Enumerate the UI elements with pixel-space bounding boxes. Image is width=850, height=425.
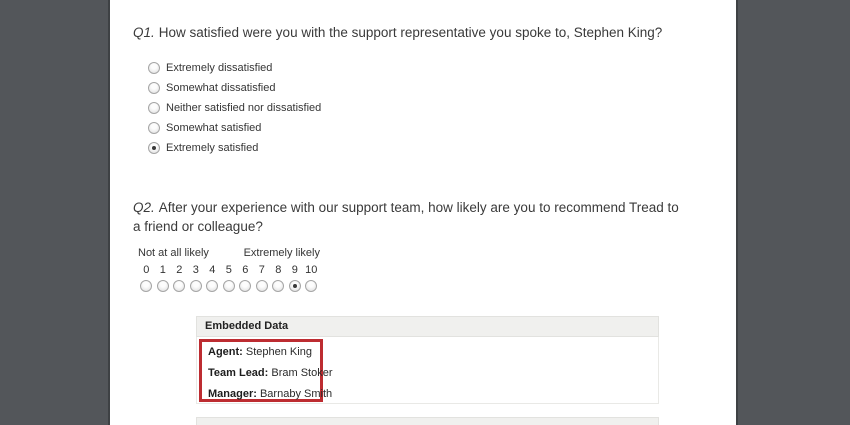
q2-text: After your experience with our support team, how likely are you to recommend Tread to a friend or colleague? (133, 200, 679, 234)
q2-scale-radio-4[interactable] (206, 280, 218, 292)
q1-option-extremely-dissatisfied[interactable] (148, 61, 321, 74)
q2-scale-number-0: 0 (143, 264, 150, 276)
radio-button[interactable] (148, 122, 160, 134)
radio-button[interactable] (148, 102, 160, 114)
q2-scale-anchor-labels (138, 247, 320, 259)
embedded-field-label: Manager: (208, 388, 257, 400)
q2-scale-left-label: Not at all likely (138, 247, 209, 259)
q2-scale-radio-2[interactable] (173, 280, 185, 292)
q1-option-label: Somewhat satisfied (166, 121, 262, 134)
embedded-field-agent (208, 347, 320, 358)
q2-scale-number-10: 10 (305, 264, 318, 276)
q2-scale-radio-6[interactable] (239, 280, 251, 292)
q1-option-label: Extremely satisfied (166, 141, 259, 154)
q2-scale-radio-0[interactable] (140, 280, 152, 292)
q2-scale-radio-row (138, 280, 320, 292)
q2-scale-radio-9-selected[interactable] (289, 280, 301, 292)
q2-scale-number-6: 6 (242, 264, 249, 276)
radio-button[interactable] (148, 62, 160, 74)
red-highlight-box (199, 339, 333, 402)
embedded-field-value: Bram Stoker (271, 367, 333, 379)
q1-option-somewhat-dissatisfied[interactable] (148, 81, 321, 94)
q2-scale-number-8: 8 (275, 264, 282, 276)
embedded-field-manager (208, 388, 333, 400)
radio-button-selected[interactable] (148, 142, 160, 154)
q1-option-label: Extremely dissatisfied (166, 61, 273, 74)
q2-scale-radio-10[interactable] (305, 280, 317, 292)
q2-question-text (133, 198, 681, 236)
embedded-field-value: Stephen King (245, 346, 312, 358)
embedded-field-label: Agent: (208, 346, 243, 358)
q2-scale-radio-1[interactable] (157, 280, 169, 292)
q1-option-list (148, 61, 321, 161)
q2-scale-number-7: 7 (258, 264, 265, 276)
survey-page (108, 0, 738, 425)
q1-option-label: Somewhat dissatisfied (166, 81, 276, 94)
embedded-data-box (196, 316, 659, 404)
next-section-header-bar (196, 417, 659, 425)
q2-scale-number-5: 5 (225, 264, 232, 276)
embedded-field-label: Team Lead: (208, 367, 269, 379)
q2-scale-radio-7[interactable] (256, 280, 268, 292)
embedded-field-value: Barnaby Smith (259, 388, 333, 400)
q2-scale-radio-3[interactable] (190, 280, 202, 292)
q1-option-neither[interactable] (148, 101, 321, 114)
q2-scale-radio-5[interactable] (223, 280, 235, 292)
q2-scale-number-1: 1 (159, 264, 166, 276)
radio-button[interactable] (148, 82, 160, 94)
q1-text: How satisfied were you with the support representative you spoke to, Stephen King? (158, 25, 663, 40)
q2-scale-right-label: Extremely likely (243, 247, 320, 259)
q2-scale-number-4: 4 (209, 264, 216, 276)
embedded-field-team-lead (208, 367, 333, 379)
q2-nps-scale (138, 247, 320, 292)
q1-option-extremely-satisfied[interactable] (148, 141, 321, 154)
q2-scale-numbers (138, 264, 320, 276)
q2-scale-number-3: 3 (192, 264, 199, 276)
embedded-data-body (196, 337, 659, 404)
q2-scale-radio-8[interactable] (272, 280, 284, 292)
embedded-data-header: Embedded Data (196, 316, 659, 337)
q1-question-text (133, 23, 681, 42)
q1-number: Q1. (133, 25, 155, 40)
q2-number: Q2. (133, 200, 155, 215)
q1-option-label: Neither satisfied nor dissatisfied (166, 101, 322, 114)
q2-scale-number-9: 9 (291, 264, 298, 276)
q2-scale-number-2: 2 (176, 264, 183, 276)
q1-option-somewhat-satisfied[interactable] (148, 121, 321, 134)
